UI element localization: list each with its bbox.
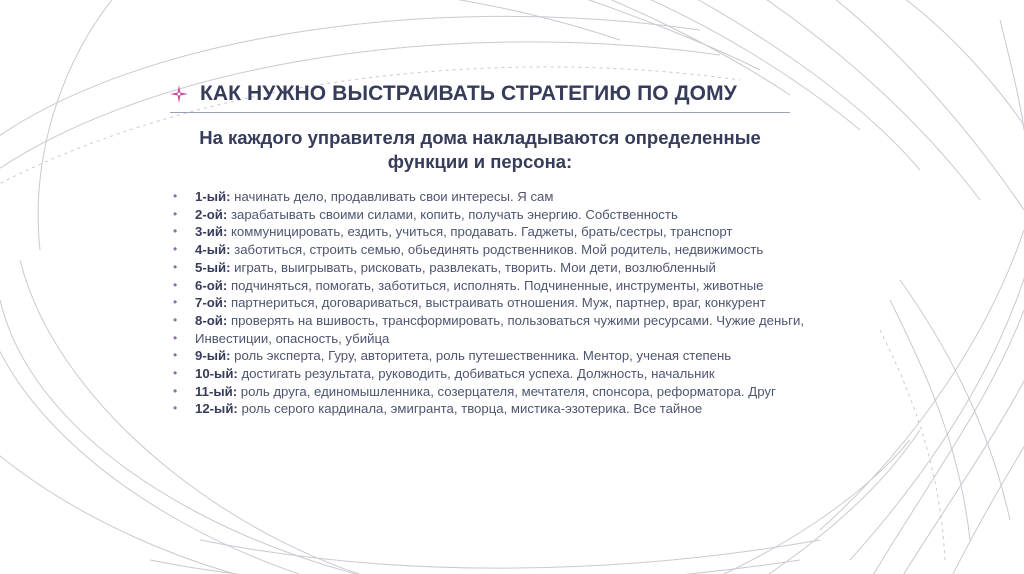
title-underline	[170, 112, 790, 113]
subtitle-line-2: функции и персона:	[387, 151, 573, 172]
bullet-icon: •	[173, 224, 178, 239]
house-description: зарабатывать своими силами, копить, получать энергию. Собственность	[227, 206, 678, 222]
bullet-icon: •	[173, 242, 178, 257]
house-number: 2-ой:	[195, 206, 228, 222]
subtitle	[150, 126, 810, 174]
house-number: 12-ый:	[195, 401, 238, 417]
list-item	[172, 188, 812, 206]
list-item	[172, 400, 812, 418]
house-number: 9-ый:	[195, 348, 231, 364]
subtitle-line-1: На каждого управителя дома накладываются определенные	[199, 127, 761, 148]
slide-title: КАК НУЖНО ВЫСТРАИВАТЬ СТРАТЕГИЮ ПО ДОМУ	[200, 82, 737, 105]
house-description: роль серого кардинала, эмигранта, творца, мистика-эзотерика. Все тайное	[237, 401, 703, 417]
house-number: 1-ый:	[195, 189, 231, 204]
houses-list	[172, 188, 812, 418]
bullet-icon: •	[173, 330, 178, 345]
list-item	[172, 294, 812, 312]
bullet-icon: •	[173, 259, 178, 274]
bullet-icon: •	[173, 277, 178, 292]
house-description: играть, выигрывать, рисковать, развлекать, творить. Мои дети, возлюбленный	[230, 259, 716, 275]
house-description: проверять на вшивость, трансформировать, пользоваться чужими ресурсами. Чужие деньги,	[227, 312, 805, 328]
slide-header	[170, 76, 790, 112]
house-description: достигать результата, руководить, добиваться успеха. Должность, начальник	[237, 366, 715, 382]
house-number: 7-ой:	[195, 295, 228, 311]
list-item	[172, 206, 812, 224]
list-item	[172, 347, 812, 365]
house-number: 8-ой:	[195, 312, 228, 328]
house-number: 5-ый:	[195, 259, 231, 275]
bullet-icon: •	[173, 401, 178, 416]
bullet-icon: •	[173, 366, 178, 381]
bullet-icon: •	[173, 383, 178, 398]
bullet-icon: •	[173, 206, 178, 221]
list-item	[172, 383, 812, 401]
bullet-icon: •	[173, 348, 178, 363]
bullet-icon: •	[173, 295, 178, 310]
list-item	[172, 277, 812, 295]
list-item	[172, 312, 812, 330]
house-description: партнериться, договариваться, выстраивать отношения. Муж, партнер, враг, конкурент	[227, 295, 766, 311]
list-item	[172, 241, 812, 259]
house-number: 4-ый:	[195, 242, 231, 258]
list-item	[172, 259, 812, 277]
sparkle-star-icon	[170, 85, 188, 103]
house-description: роль эксперта, Гуру, авторитета, роль путешественника. Ментор, ученая степень	[230, 348, 732, 364]
house-description: роль друга, единомышленника, созерцателя, мечтателя, спонсора, реформатора. Друг	[237, 383, 776, 399]
house-number: 6-ой:	[195, 277, 228, 293]
list-item	[172, 223, 812, 241]
house-number: 11-ый:	[195, 383, 238, 399]
house-number: 10-ый:	[195, 366, 238, 382]
bullet-icon: •	[173, 189, 178, 203]
house-description: подчиняться, помогать, заботиться, исполнять. Подчиненные, инструменты, животные	[227, 277, 764, 293]
bullet-icon: •	[173, 312, 178, 327]
house-description: начинать дело, продавливать свои интересы. Я сам	[230, 189, 554, 204]
house-number: 3-ий:	[195, 224, 228, 240]
house-description: Инвестиции, опасность, убийца	[195, 330, 390, 346]
list-item	[172, 330, 812, 348]
list-item	[172, 365, 812, 383]
house-description: заботиться, строить семью, обьединять родственников. Мой родитель, недвижимость	[230, 242, 764, 258]
house-description: коммуницировать, ездить, учиться, продавать. Гаджеты, брать/сестры, транспорт	[227, 224, 733, 240]
